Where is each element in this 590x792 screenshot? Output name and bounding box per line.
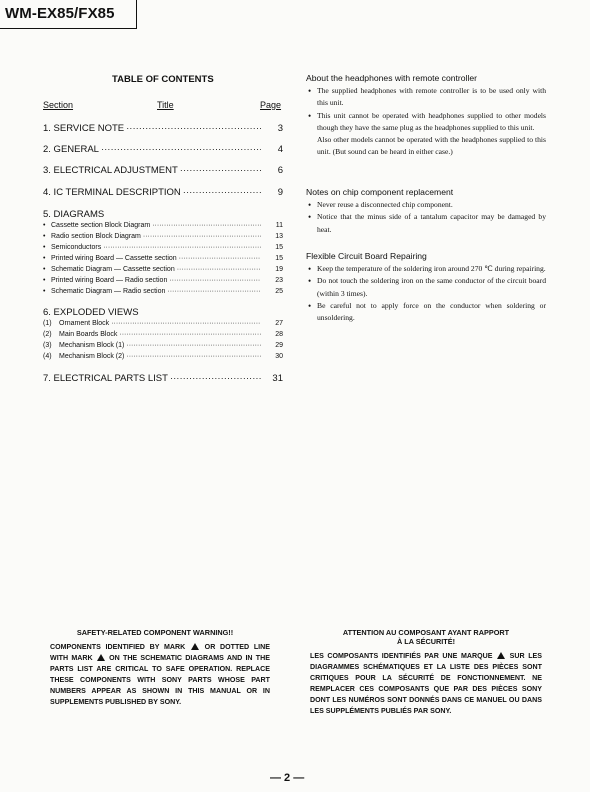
note-item: • This unit cannot be operated with headphones supplied to other models though they have the same plug as the headphones supplied to this unit. [306,110,546,135]
safety-warning-text: ON THE SCHEMATIC DIAGRAMS AND IN THE PARTS LIST ARE CRITICAL TO SAFE OPERATION. REPLACE THESE COMPONENTS WITH SONY PARTS WHOSE PART NUMBERS APPEAR AS SHOWN IN THIS MANUAL OR IN SUPPLEMENTS PUBLISHED BY SONY. [50,653,270,706]
toc-subentry-label: Semiconductors [51,244,102,251]
toc-entry-label: 2. GENERAL [43,144,99,155]
toc-subentry-page: 19 [275,266,283,273]
toc-col-page: Page [260,100,282,110]
toc-subentry-page: 25 [275,288,283,295]
toc-entry [43,123,283,134]
chip-notes [306,199,546,236]
toc-subentry: • Printed wiring Board — Radio section ····· 23 [43,277,283,284]
flex-heading: Flexible Circuit Board Repairing [306,251,427,261]
note-continuation: Also other models cannot be operated with the headphones supplied to this unit. (But sound can be heard in either case.) [317,135,546,157]
toc-subentry: • Printed wiring Board — Cassette section ····· 15 [43,255,283,262]
note-item: • Never reuse a disconnected chip component. [306,199,546,211]
warning-triangle-icon [191,643,199,650]
toc-subentry-label: Main Boards Block [59,331,118,338]
toc-subentry-label: Cassette section Block Diagram [51,222,151,229]
note-item: • Do not touch the soldering iron on the same conductor of the circuit board (within 3 times). [306,275,546,300]
toc-subentry: • Schematic Diagram — Cassette section ····· 19 [43,266,283,273]
toc-diagrams-heading: 5. DIAGRAMS [43,209,105,220]
chip-heading: Notes on chip component replacement [306,187,454,197]
toc-subentry-page: 29 [275,342,283,349]
toc-entry [43,165,283,176]
toc-entry-page: 6 [277,165,283,176]
toc-subentry-label: Printed wiring Board — Cassette section [51,255,177,262]
toc-subentry-label: Mechanism Block (2) [59,353,125,360]
note-item: • The supplied headphones with remote controller is to be used only with this unit. [306,85,546,110]
toc-entry-label: 3. ELECTRICAL ADJUSTMENT [43,165,178,176]
toc-subentry-label: Radio section Block Diagram [51,233,141,240]
toc-title: TABLE OF CONTENTS [112,74,214,85]
toc-subentry-label: Printed wiring Board — Radio section [51,277,168,284]
toc-subentry-number: (4) [43,353,52,360]
toc-subentry-label: Schematic Diagram — Radio section [51,288,166,295]
toc-entry-label: 7. ELECTRICAL PARTS LIST [43,373,168,384]
toc-subentry-page: 15 [275,255,283,262]
warning-triangle-icon [97,654,105,661]
note-item: • Keep the temperature of the soldering iron around 270 ℃ during repairing. [306,263,546,275]
toc-subentry-page: 27 [275,320,283,327]
toc-entry [43,144,283,155]
toc-subentry-label: Mechanism Block (1) [59,342,125,349]
attention-body [310,651,542,716]
safety-warning-text: COMPONENTS IDENTIFIED BY MARK [50,643,186,651]
safety-warning-text: OR DOTTED LINE WITH MARK [50,643,270,662]
toc-subentry-number: (3) [43,342,52,349]
toc-subentry: • Semiconductors ····· 15 [43,244,283,251]
attention-title-line: À LA SÉCURITÉ! [396,637,456,646]
toc-subentry-label: Ornament Block [59,320,110,327]
toc-subentry-page: 23 [275,277,283,284]
attention-text: SUR LES DIAGRAMMES SCHÉMATIQUES ET LA LISTE DES PIÈCES SONT CRITIQUES POUR LA SÉCURITÉ DE FONCTIONNEMENT. NE REMPLACER CES COMPOSANTS QUE PAR DES PIÈCES SONY DONT LES NUMÉROS SONT DONNÉS DANS CE MANUEL OU DANS LES SUPPLÉMENTS PUBLIÉS PAR SONY. [310,652,542,715]
page-number: — 2 — [270,772,305,784]
toc-subentry [43,353,283,360]
toc-subentry-page: 28 [275,331,283,338]
toc-exploded-heading: 6. EXPLODED VIEWS [43,307,139,318]
toc-entry-page: 31 [272,373,283,384]
warning-triangle-icon [497,652,505,659]
safety-warning-title: SAFETY-RELATED COMPONENT WARNING!! [76,628,234,637]
headphones-heading: About the headphones with remote controller [306,73,478,83]
toc-entry-label: 4. IC TERMINAL DESCRIPTION [43,187,181,198]
toc-subentry-page: 15 [275,244,283,251]
toc-subentry: • Cassette section Block Diagram ····· 11 [43,222,283,229]
toc-entry-page: 3 [277,123,283,134]
model-header-box [0,0,137,29]
toc-entry-label: 1. SERVICE NOTE [43,123,125,134]
toc-entry [43,373,283,384]
toc-subentry-number: (2) [43,331,52,338]
toc-subentry [43,342,283,349]
attention-text: LES COMPOSANTS IDENTIFIÉS PAR UNE MARQUE [310,652,493,660]
toc-subentry-label: Schematic Diagram — Cassette section [51,266,175,273]
toc-subentry-page: 30 [275,353,283,360]
toc-subentry: • Schematic Diagram — Radio section ····· 25 [43,288,283,295]
safety-warning-body [50,642,270,707]
flex-notes [306,263,546,324]
model-name: WM-EX85/FX85 [5,5,115,22]
note-item: • Be careful not to apply force on the conductor when soldering or unsoldering. [306,300,546,325]
headphones-notes [306,85,546,159]
toc-col-title: Title [157,100,174,110]
toc-col-section: Section [43,100,74,110]
toc-entry-page: 9 [277,187,283,198]
toc-subentry [43,331,283,338]
toc-subentry: • Radio section Block Diagram ····· 13 [43,233,283,240]
toc-entry-page: 4 [277,144,283,155]
toc-subentry-page: 13 [275,233,283,240]
attention-title [308,628,544,646]
attention-title-line: ATTENTION AU COMPOSANT AYANT RAPPORT [342,628,510,637]
toc-subentry [43,320,283,327]
toc-subentry-number: (1) [43,320,52,327]
note-item: • Notice that the minus side of a tantalum capacitor may be damaged by heat. [306,211,546,236]
toc-subentry-page: 11 [275,222,283,229]
toc-entry [43,187,283,198]
